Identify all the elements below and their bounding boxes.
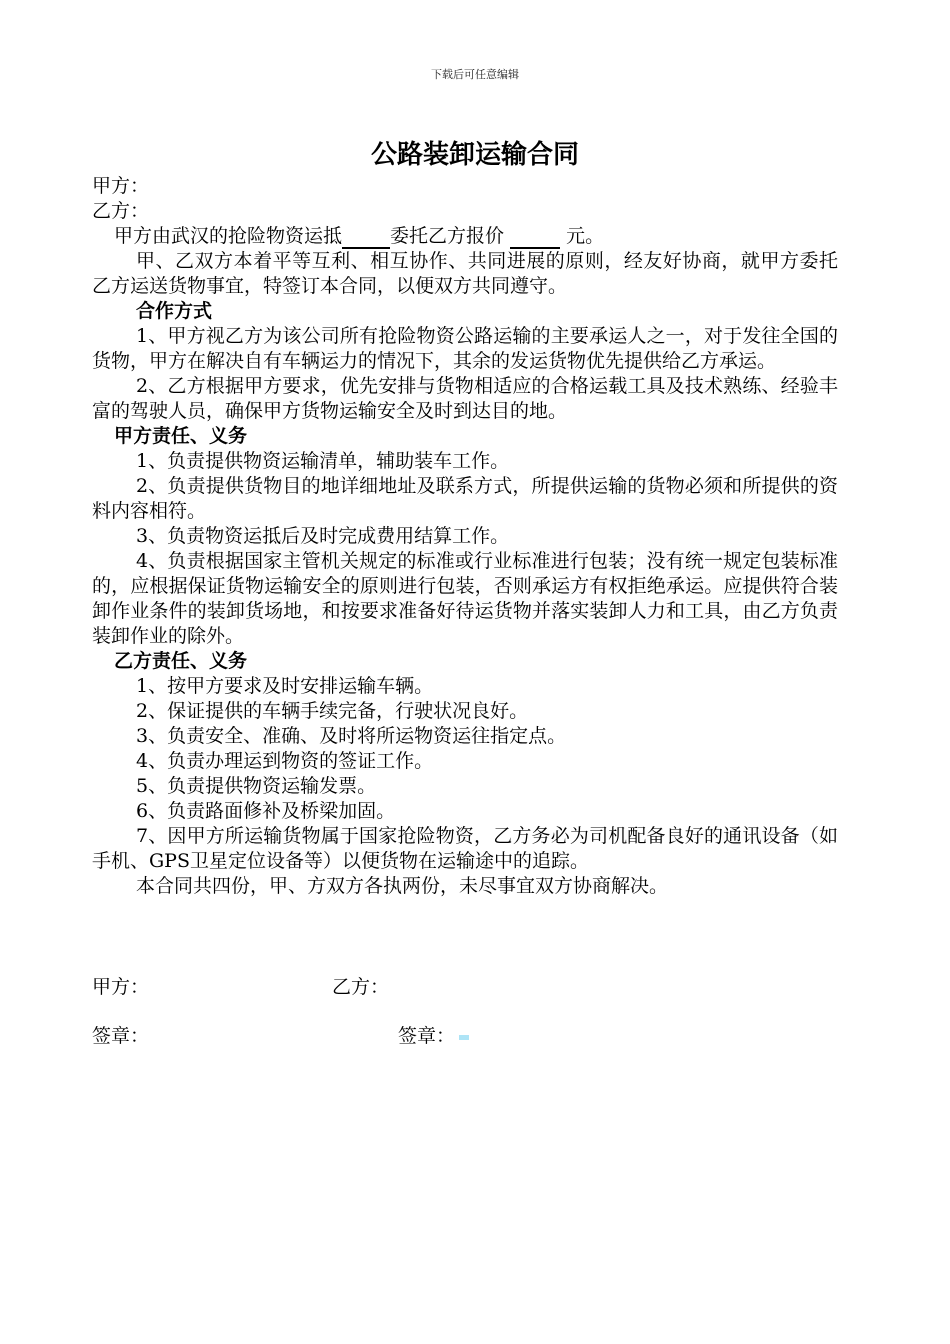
section-heading-party-a-duties: 甲方责任、义务: [114, 425, 248, 447]
closing-paragraph: 本合同共四份，甲、方双方各执两份，未尽事宜双方协商解决。: [136, 875, 669, 897]
party-a-label: 甲方：: [92, 175, 150, 197]
party-a-duty-item: 4、负责根据国家主管机关规定的标准或行业标准进行包装；没有统一规定包装标准的，应根据保证货物运输安全的原则进行包装，否则承运方有权拒绝承运。应提供符合装卸作业条件的装卸货场地，和按要求准备好待运货物并落实装卸人力和工具，由乙方负责装卸作业的除外。: [92, 550, 838, 647]
quote-line: [92, 224, 838, 249]
cooperation-item: 2、乙方根据甲方要求，优先安排与货物相适应的合格运载工具及技术熟练、经验丰富的驾驶人员，确保甲方货物运输安全及时到达目的地。: [92, 375, 838, 422]
cooperation-item: 1、甲方视乙方为该公司所有抢险物资公路运输的主要承运人之一，对于发往全国的货物，甲方在解决自有车辆运力的情况下，其余的发运货物优先提供给乙方承运。: [92, 325, 838, 372]
blank-field-price[interactable]: [510, 227, 560, 249]
signature-party-a: 甲方：: [92, 976, 150, 998]
contract-body: [92, 174, 838, 899]
page-header-note: 下载后可任意编辑: [431, 68, 519, 81]
quote-line-suffix: 元。: [560, 225, 605, 247]
party-b-duty-item: 6、负责路面修补及桥梁加固。: [136, 800, 396, 822]
seal-party-b-label: 签章：: [398, 1025, 456, 1047]
section-heading-cooperation: 合作方式: [136, 300, 213, 322]
blank-field-location[interactable]: [342, 227, 390, 249]
document-title: 公路装卸运输合同: [370, 140, 579, 170]
party-b-duty-item: 7、因甲方所运输货物属于国家抢险物资，乙方务必为司机配备良好的通讯设备（如手机、GPS卫星定位设备等）以便货物在运输途中的追踪。: [92, 825, 838, 872]
party-b-label: 乙方：: [92, 200, 150, 222]
party-b-duty-item: 4、负责办理运到物资的签证工作。: [136, 750, 434, 772]
quote-line-middle: 委托乙方报价: [390, 225, 511, 247]
party-b-duty-item: 1、按甲方要求及时安排运输车辆。: [136, 675, 434, 697]
intro-paragraph: 甲、乙双方本着平等互利、相互协作、共同进展的原则，经友好协商，就甲方委托乙方运送货物事宜，特签订本合同，以便双方共同遵守。: [92, 250, 838, 297]
quote-line-prefix: 甲方由武汉的抢险物资运抵: [114, 225, 343, 247]
party-b-duty-item: 2、保证提供的车辆手续完备，行驶状况良好。: [136, 700, 529, 722]
section-heading-party-b-duties: 乙方责任、义务: [114, 650, 248, 672]
party-b-duty-item: 3、负责安全、准确、及时将所运物资运往指定点。: [136, 725, 567, 747]
party-a-duty-item: 1、负责提供物资运输清单，辅助装车工作。: [136, 450, 510, 472]
party-a-duty-item: 2、负责提供货物目的地详细地址及联系方式，所提供运输的货物必须和所提供的资料内容相符。: [92, 475, 838, 522]
seal-party-a: 签章：: [92, 1025, 150, 1047]
seal-mark-icon: [459, 1035, 469, 1040]
party-a-duty-item: 3、负责物资运抵后及时完成费用结算工作。: [136, 525, 510, 547]
party-b-duty-item: 5、负责提供物资运输发票。: [136, 775, 377, 797]
signature-party-b: 乙方：: [332, 976, 390, 998]
seal-party-b: [398, 1021, 469, 1048]
